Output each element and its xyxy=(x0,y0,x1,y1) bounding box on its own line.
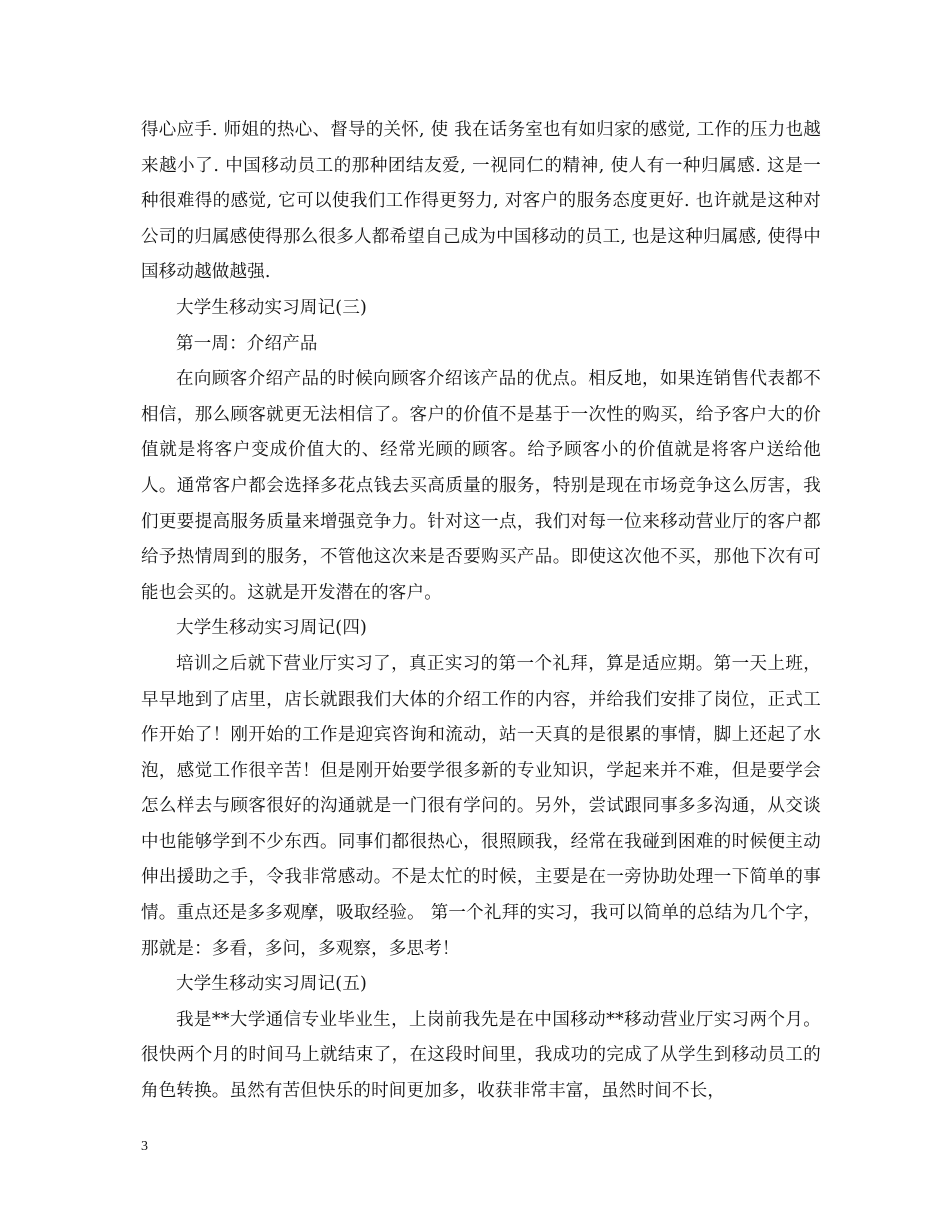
paragraph-graduate-intro: 我是**大学通信专业毕业生，上岗前我先是在中国移动**移动营业厅实习两个月。很快两个月的时间马上就结束了，在这段时间里，我成功的完成了从学生到移动员工的角色转换。虽然有苦但快乐的时间更加多，收获非常丰富，虽然时间不长， xyxy=(141,1009,821,1102)
section-heading-week-5: 大学生移动实习周记(五) xyxy=(176,974,368,995)
subheading-introduce-products: 第一周：介绍产品 xyxy=(176,333,318,354)
section-heading-week-4: 大学生移动实习周记(四) xyxy=(176,618,368,639)
section-heading-week-3: 大学生移动实习周记(三) xyxy=(176,297,368,318)
document-body xyxy=(141,113,821,1110)
paragraph-first-week-internship: 培训之后就下营业厅实习了，真正实习的第一个礼拜，算是适应期。第一天上班，早早地到了店里，店长就跟我们大体的介绍工作的内容，并给我们安排了岗位，正式工作开始了！刚开始的工作是迎宾咨询和流动，站一天真的是很累的事情，脚上还起了水泡，感觉工作很辛苦！但是刚开始要学很多新的专业知识，学起来并不难，但是要学会怎么样去与顾客很好的沟通就是一门很有学问的。另外，尝试跟同事多多沟通，从交谈中也能够学到不少东西。同事们都很热心，很照顾我，经常在我碰到困难的时候便主动伸出援助之手，令我非常感动。不是太忙的时候，主要是在一旁协助处理一下简单的事情。重点还是多多观摩，吸取经验。 第一个礼拜的实习，我可以简单的总结为几个字，那就是：多看，多问，多观察，多思考！ xyxy=(141,653,821,959)
paragraph-continuation: 得心应手. 师姐的热心、督导的关怀, 使 我在话务室也有如归家的感觉, 工作的压力也越来越小了. 中国移动员工的那种团结友爱, 一视同仁的精神, 使人有一种归属感. 这是一种很难得的感觉, 它可以使我们工作得更努力, 对客户的服务态度更好. 也许就是这种对公司的归属感使得那么很多人都希望自己成为中国移动的员工, 也是这种归属感, 使得中国移动越做越强. xyxy=(141,120,821,283)
page-number: 3 xyxy=(141,1139,148,1154)
paragraph-product-introduction: 在向顾客介绍产品的时候向顾客介绍该产品的优点。相反地，如果连销售代表都不相信，那么顾客就更无法相信了。客户的价值不是基于一次性的购买，给予客户大的价值就是将客户变成价值大的、经常光顾的顾客。给予顾客小的价值就是将客户送给他人。通常客户都会选择多花点钱去买高质量的服务，特别是现在市场竞争这么厉害，我们更要提高服务质量来增强竞争力。针对这一点，我们对每一位来移动营业厅的客户都给予热情周到的服务，不管他这次来是否要购买产品。即使这次他不买，那他下次有可能也会买的。这就是开发潜在的客户。 xyxy=(141,369,821,603)
